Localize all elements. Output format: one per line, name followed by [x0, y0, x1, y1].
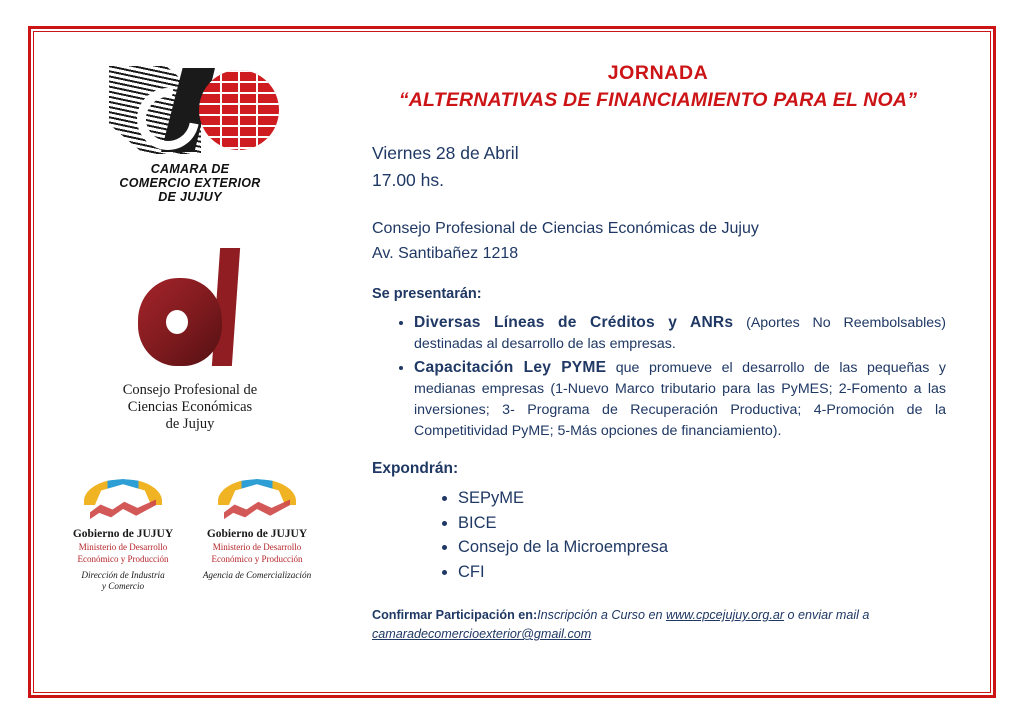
camara-logo-line1: CAMARA DE: [150, 162, 230, 176]
gobierno-logo-comercializacion: [201, 479, 313, 581]
gobierno-sub2-0: Económico y Producción: [77, 553, 169, 564]
presentation-rest-1: que promueve el desarrollo de las pequeñas y medianas empresas (1-Nuevo Marco tributario para las PyMES; 2-Fomento a las inversiones; 3- Programa de Recuperación Productiva; 4-Promoción de la Competitividad PyME; 5-Más opciones de financiamiento).: [414, 360, 946, 439]
footer-contact: [372, 606, 964, 644]
gobierno-arc-shape-2: [218, 479, 296, 505]
gobierno-dep1-0: Dirección de Industria: [81, 570, 165, 580]
footer-text-before: Inscripción a Curso en: [537, 608, 666, 622]
page-subtitle: “ALTERNATIVAS DE FINANCIAMIENTO PARA EL NOA”: [398, 89, 918, 111]
event-when: [372, 140, 964, 194]
logo-column: [40, 38, 340, 686]
presentations-list: [372, 312, 964, 442]
list-item: • CFI: [458, 560, 964, 585]
gobierno-logo-industria: [67, 479, 179, 592]
text-column: [340, 38, 984, 686]
presentation-highlight-1: Capacitación Ley PYME: [414, 359, 607, 376]
gobierno-title-0: Gobierno de JUJUY: [72, 528, 174, 540]
header-block: [372, 60, 964, 114]
gobierno-sub2-1: Económico y Producción: [211, 553, 303, 564]
list-item: • BICE: [458, 511, 964, 536]
gobierno-arc-icon-2: [214, 479, 300, 525]
camara-logo-line3: DE JUJUY: [158, 190, 222, 204]
email-link[interactable]: camaradecomercioexterior@gmail.com: [372, 627, 592, 641]
gobierno-dep1-1: Agencia de Comercialización: [202, 570, 312, 580]
camara-logo-text: [95, 162, 285, 204]
presentation-rest-0: (Aportes No Reembolsables) destinadas al desarrollo de las empresas.: [414, 315, 947, 352]
footer-text-middle: o enviar mail a: [784, 608, 870, 622]
consejo-logo-line3: de Jujuy: [165, 416, 215, 432]
list-item: • SEPyME: [458, 486, 964, 511]
presentations-lead: Se presentarán:: [372, 286, 482, 302]
gobierno-arc-icon: [80, 479, 166, 525]
consejo-logo-line1: Consejo Profesional de: [122, 382, 258, 398]
speakers-list: [372, 486, 964, 584]
camara-logo-line2: COMERCIO EXTERIOR: [119, 176, 261, 190]
website-link[interactable]: www.cpcejujuy.org.ar: [665, 608, 785, 622]
presentation-highlight-0: Diversas Líneas de Créditos y ANRs: [414, 314, 734, 331]
gobierno-hands-shape: [90, 495, 156, 523]
gobierno-sub1-0: Ministerio de Desarrollo: [78, 542, 168, 552]
gobierno-dep2-0: y Comercio: [101, 581, 145, 591]
globe-icon: [199, 70, 279, 150]
consejo-logo-text: [75, 382, 305, 433]
event-time: 17.00 hs.: [372, 170, 444, 190]
gobierno-title-1: Gobierno de JUJUY: [206, 528, 308, 540]
event-address: Av. Santibañez 1218: [372, 245, 519, 262]
consejo-logo-icon: [130, 248, 250, 370]
camara-comercio-exterior-logo: [95, 64, 285, 204]
flyer-content: [40, 38, 984, 686]
list-item: [414, 357, 964, 442]
speakers-lead: Expondrán:: [372, 460, 459, 477]
consejo-profesional-logo: [75, 248, 305, 433]
gobierno-arc-shape: [84, 479, 162, 505]
consejo-letter-counter: [166, 310, 188, 334]
gobierno-logos-row: [67, 479, 313, 592]
event-where: [372, 216, 964, 266]
gobierno-sub1-1: Ministerio de Desarrollo: [212, 542, 302, 552]
gobierno-hands-shape-2: [224, 495, 290, 523]
event-venue: Consejo Profesional de Ciencias Económicas de Jujuy: [372, 220, 759, 237]
list-item: • Consejo de la Microempresa: [458, 535, 964, 560]
event-date: Viernes 28 de Abril: [372, 143, 519, 163]
consejo-logo-line2: Ciencias Económicas: [127, 399, 253, 415]
page-title: JORNADA: [607, 62, 709, 84]
list-item: [414, 312, 964, 355]
footer-label: Confirmar Participación en:: [372, 608, 538, 622]
camara-logo-icon: [101, 64, 279, 156]
